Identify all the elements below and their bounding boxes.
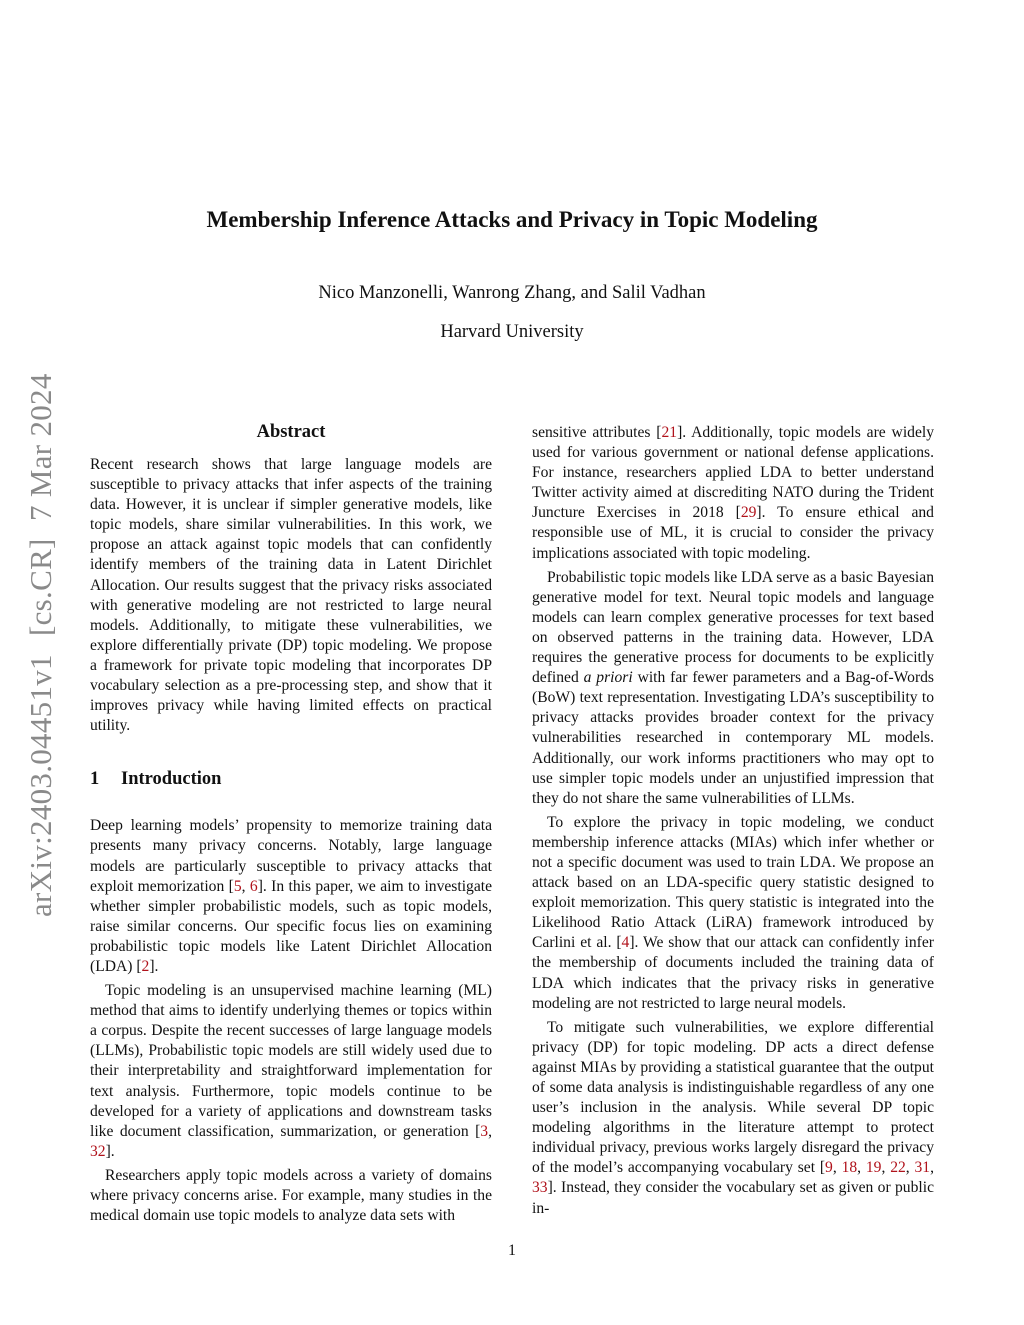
abstract-text: Recent research shows that large language models are susceptible to privacy attacks that infer aspects of the training data. However, it is unclear if simpler generative models, like topic models, share similar vulnerabilities. In this work, we propose an attack against topic models that can confidently identify members of the training data in Latent Dirichlet Allocation. Our results suggest that the privacy risks associated with generative modeling are not restricted to large neural models. Additionally, to mitigate these vulnerabilities, we explore differentially private (DP) topic modeling. We propose a framework for private topic modeling that incorporates DP vocabulary selection as a pre-processing step, and show that it improves privacy while having limited effects on practical utility. <box>90 456 492 735</box>
citation-link[interactable]: 31 <box>914 1159 931 1177</box>
citation-link[interactable]: 3 <box>480 1122 489 1140</box>
intro-paragraph-3: Researchers apply topic models across a variety of domains where privacy concerns arise. For example, many studies in the medical domain use topic models to analyze data sets with <box>90 1166 492 1225</box>
intro-paragraph-6: To explore the privacy in topic modeling, we conduct membership inference attacks (MIAs) which infer whether or not a specific document was used to train LDA. We propose an attack based on an LDA-specific query statistic designed to exploit memorization. This query statistic is integrated into the Likelihood Ratio Attack (LiRA) framework introduced by Carlini et al. [4]. We show that our attack can confidently infer the membership of documents included the training data of LDA which indicates that the privacy risks in generative modeling are not restricted to large neural models. <box>532 813 934 1012</box>
right-column <box>532 423 934 1223</box>
section-title: Introduction <box>121 769 222 790</box>
arxiv-category: [cs.CR] <box>23 538 58 637</box>
arxiv-date: 7 Mar 2024 <box>23 372 58 521</box>
abstract-heading: Abstract <box>256 422 326 442</box>
page-number: 1 <box>508 1242 516 1259</box>
citation-link[interactable]: 22 <box>890 1159 906 1177</box>
intro-paragraph-2: Topic modeling is an unsupervised machine learning (ML) method that aims to identify underlying themes or topics within a corpus. Despite the recent successes of large language models (LLMs), Probabilistic topic models are still widely used due to their interpretability and straightforward implementation for text analysis. Furthermore, topic models continue to be developed for a variety of applications and downstream tasks like document classification, summarization, or generation [3, 32]. <box>90 982 492 1160</box>
arxiv-side-stamp <box>21 356 61 934</box>
citation-link[interactable]: 9 <box>825 1159 833 1177</box>
citation-link[interactable]: 32 <box>90 1142 106 1160</box>
citation-link[interactable]: 2 <box>141 957 150 975</box>
citation-link[interactable]: 6 <box>249 877 258 895</box>
intro-paragraph-5: Probabilistic topic models like LDA serve as a basic Bayesian generative model for text. Neural topic models and language models can learn complex generative processes for text based on observed patterns in the training data. However, LDA requires the generative process for documents to be explicitly defined a priori with far fewer parameters and a Bag-of-Words (BoW) text representation. Investigating LDA’s susceptibility to privacy attacks provides broader context for the privacy vulnerabilities researched in contemporary ML models. Additionally, our work informs practitioners who may opt to use simpler topic models under an unjustified impression that they do not share the same vulnerabilities of LLMs. <box>532 568 934 807</box>
intro-paragraph-1: Deep learning models’ propensity to memorize training data presents many privacy concerns. Notably, large language models are particularly susceptible to privacy attacks that exploit memorization [5, 6]. In this paper, we aim to investigate whether simpler probabilistic models, such as topic models, raise similar concerns. Our specific focus lies on examining probabilistic topic models like Latent Dirichlet Allocation (LDA) [2]. <box>90 817 493 975</box>
left-column <box>90 421 492 1230</box>
citation-link[interactable]: 18 <box>841 1159 858 1177</box>
section-heading-introduction <box>90 768 492 790</box>
section-number: 1 <box>90 769 100 790</box>
citation-link[interactable]: 19 <box>865 1159 882 1177</box>
intro-paragraph-7: To mitigate such vulnerabilities, we explore differential privacy (DP) for topic modeling. DP acts a direct defense against MIAs by providing a statistical guarantee that the output of some data analysis is indistinguishable regardless of any one user’s inclusion in the analysis. While several DP topic modeling algorithms in the literature attempt to protect individual privacy, previous works largely disregard the privacy of the model’s accompanying vocabulary set [9, 18, 19, 22, 31, 33]. Instead, they consider the vocabulary set as given or public in- <box>532 1018 934 1217</box>
intro-paragraph-4: sensitive attributes [21]. Additionally, topic models are widely used for various government or national defense applications. For instance, researchers applied LDA to better understand Twitter activity aimed at discrediting NATO during the Trident Juncture Exercises in 2018 [29]. To ensure ethical and responsible use of ML, it is crucial to consider the privacy implications associated with topic modeling. <box>532 424 934 562</box>
citation-link[interactable]: 21 <box>661 424 678 441</box>
arxiv-id: arXiv:2403.04451v1 <box>23 654 58 918</box>
paper-title: Membership Inference Attacks and Privacy in Topic Modeling <box>206 207 818 232</box>
citation-link[interactable]: 4 <box>621 934 630 952</box>
citation-link[interactable]: 5 <box>233 877 242 895</box>
citation-link[interactable]: 29 <box>740 504 757 522</box>
citation-link[interactable]: 33 <box>532 1179 548 1197</box>
paper-affiliation: Harvard University <box>440 322 584 342</box>
paper-authors: Nico Manzonelli, Wanrong Zhang, and Salil Vadhan <box>318 283 706 303</box>
